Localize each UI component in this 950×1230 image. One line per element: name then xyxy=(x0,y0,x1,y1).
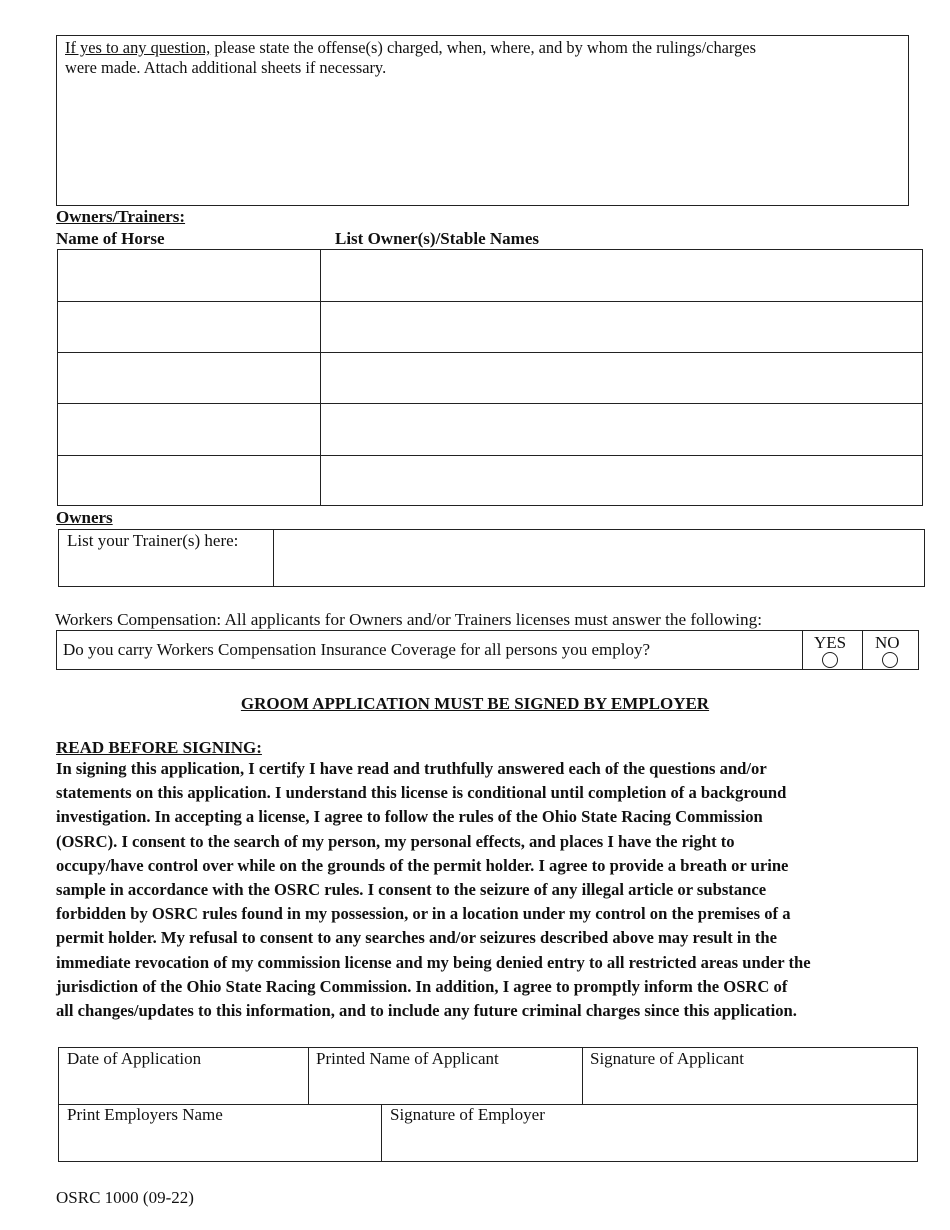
owners-trainers-heading: Owners/Trainers: xyxy=(56,207,186,226)
horse-name-field-4[interactable] xyxy=(58,404,320,455)
no-column-divider xyxy=(862,631,863,669)
owner-stable-field-4[interactable] xyxy=(321,404,922,455)
signature-table xyxy=(58,1047,918,1162)
offense-lead-text: If yes to any question, xyxy=(65,38,211,57)
certification-line: jurisdiction of the Ohio State Racing Commission. In addition, I agree to promptly inform the OSRC of xyxy=(56,976,788,996)
date-of-application-field[interactable] xyxy=(59,1048,308,1104)
employer-signature-field[interactable] xyxy=(382,1105,917,1161)
yes-column-divider xyxy=(802,631,803,669)
offense-instructions xyxy=(65,38,905,78)
employer-name-label: Print Employers Name xyxy=(67,1105,223,1124)
offense-explanation-box[interactable] xyxy=(56,35,909,206)
offense-line1-text: please state the offense(s) charged, when, where, and by whom the rulings/charges xyxy=(210,38,756,57)
no-label: NO xyxy=(875,633,900,652)
offense-line2-text: were made. Attach additional sheets if necessary. xyxy=(65,58,387,77)
owner-stable-field-2[interactable] xyxy=(321,302,922,352)
employer-signature-label: Signature of Employer xyxy=(390,1105,545,1124)
form-number: OSRC 1000 (09-22) xyxy=(56,1188,194,1207)
certification-line: all changes/updates to this information, and to include any future criminal charges since this application. xyxy=(56,1001,797,1021)
date-of-application-label: Date of Application xyxy=(67,1049,202,1068)
employer-name-field[interactable] xyxy=(59,1105,381,1161)
certification-line: In signing this application, I certify I have read and truthfully answered each of the questions and/or xyxy=(56,759,767,778)
workers-comp-intro: Workers Compensation: All applicants for Owners and/or Trainers licenses must answer the following: xyxy=(55,610,763,629)
certification-line: (OSRC). I consent to the search of my person, my personal effects, and places I have the right to xyxy=(56,831,735,851)
horse-name-field-1[interactable] xyxy=(58,250,320,301)
read-before-signing-heading: READ BEFORE SIGNING: xyxy=(56,738,262,757)
horse-owner-table xyxy=(57,249,923,506)
yes-label: YES xyxy=(814,633,847,652)
owner-stable-field-1[interactable] xyxy=(321,250,922,301)
trainer-names-field[interactable] xyxy=(274,530,924,586)
certification-line: permit holder. My refusal to consent to any searches and/or seizures described above may result in the xyxy=(56,928,778,948)
certification-line: forbidden by OSRC rules found in my possession, or in a location under my control on the premises of a xyxy=(56,904,791,924)
horse-name-field-3[interactable] xyxy=(58,353,320,403)
horse-name-field-2[interactable] xyxy=(58,302,320,352)
workers-comp-question-row xyxy=(56,630,919,670)
yes-radio[interactable] xyxy=(822,652,838,668)
owner-stable-column-header: List Owner(s)/Stable Names xyxy=(335,229,539,248)
certification-line: statements on this application. I understand this license is conditional until completion of a background xyxy=(56,783,787,803)
certification-line: investigation. In accepting a license, I agree to follow the rules of the Ohio State Racing Commission xyxy=(56,807,763,827)
owner-stable-field-5[interactable] xyxy=(321,456,922,505)
trainer-list-table xyxy=(58,529,925,587)
groom-notice: GROOM APPLICATION MUST BE SIGNED BY EMPLOYER xyxy=(240,694,710,713)
owners-heading: Owners xyxy=(56,508,113,527)
trainer-list-label: List your Trainer(s) here: xyxy=(67,531,239,550)
printed-name-label: Printed Name of Applicant xyxy=(316,1049,499,1068)
horse-name-field-5[interactable] xyxy=(58,456,320,505)
applicant-signature-field[interactable] xyxy=(583,1048,917,1104)
applicant-signature-label: Signature of Applicant xyxy=(590,1049,744,1068)
certification-line: sample in accordance with the OSRC rules. I consent to the seizure of any illegal article or substance xyxy=(56,880,767,900)
no-radio[interactable] xyxy=(882,652,898,668)
printed-name-field[interactable] xyxy=(309,1048,582,1104)
horse-name-column-header: Name of Horse xyxy=(56,229,165,248)
certification-line: immediate revocation of my commission license and my being denied entry to all restricted areas under the xyxy=(56,952,811,972)
workers-comp-question: Do you carry Workers Compensation Insurance Coverage for all persons you employ? xyxy=(63,640,651,659)
owner-stable-field-3[interactable] xyxy=(321,353,922,403)
certification-paragraph xyxy=(56,757,926,1023)
certification-line: occupy/have control over while on the grounds of the permit holder. I agree to provide a breath or urine xyxy=(56,855,789,875)
